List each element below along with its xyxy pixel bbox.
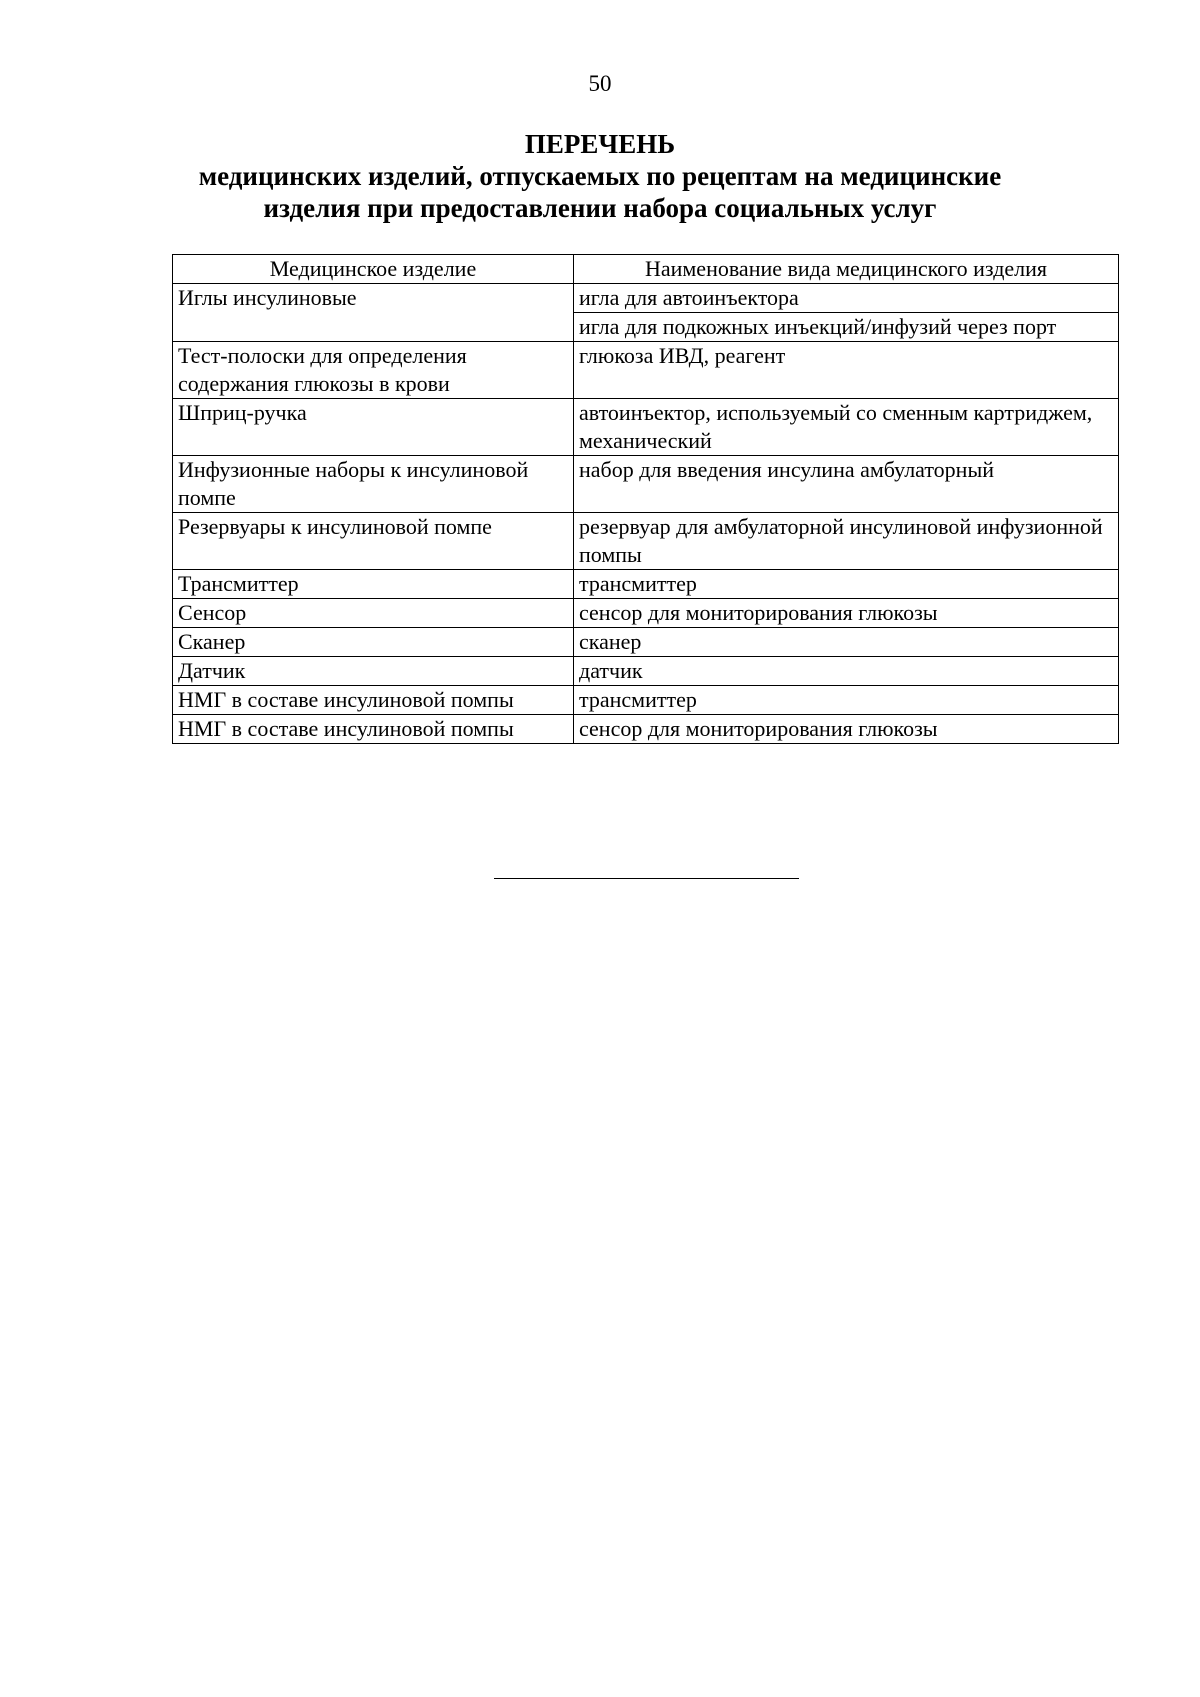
title-line-1: ПЕРЕЧЕНЬ (524, 129, 676, 159)
kind-cell: игла для подкожных инъекций/инфузий через порт (574, 312, 1118, 341)
kind-cell: набор для введения инсулина амбулаторный (574, 456, 1119, 513)
device-cell: Датчик (173, 657, 574, 686)
table-row (173, 399, 1119, 456)
header-device: Медицинское изделие (173, 255, 574, 284)
device-cell: Резервуары к инсулиновой помпе (173, 513, 574, 570)
table-row (173, 513, 1119, 570)
kind-cell: игла для автоинъектора (579, 285, 799, 310)
kind-cell: сканер (574, 628, 1119, 657)
device-cell: Тест-полоски для определения содержания глюкозы в крови (173, 342, 574, 399)
device-cell: НМГ в составе инсулиновой помпы (173, 715, 574, 744)
device-cell: Сенсор (173, 599, 574, 628)
kind-cell: трансмиттер (574, 570, 1119, 599)
device-cell: Трансмиттер (173, 570, 574, 599)
kind-cell-split (574, 284, 1119, 342)
device-cell: Шприц-ручка (173, 399, 574, 456)
table-row (173, 570, 1119, 599)
medical-devices-table (172, 254, 1119, 744)
kind-cell: сенсор для мониторирования глюкозы (574, 715, 1119, 744)
title-line-2: медицинских изделий, отпускаемых по рецептам на медицинские (198, 161, 1002, 191)
table-row (173, 342, 1119, 399)
title-line-3: изделия при предоставлении набора социальных услуг (263, 193, 937, 223)
device-cell: НМГ в составе инсулиновой помпы (173, 686, 574, 715)
table-row (173, 628, 1119, 657)
end-of-document-line (494, 878, 799, 879)
header-kind: Наименование вида медицинского изделия (574, 255, 1119, 284)
device-cell: Сканер (173, 628, 574, 657)
table-header-row (173, 255, 1119, 284)
kind-cell: сенсор для мониторирования глюкозы (574, 599, 1119, 628)
table-row (173, 657, 1119, 686)
kind-cell: глюкоза ИВД, реагент (574, 342, 1119, 399)
page-number: 50 (588, 71, 612, 96)
table-row (173, 284, 1119, 342)
table-row (173, 686, 1119, 715)
kind-cell: трансмиттер (574, 686, 1119, 715)
table-row (173, 715, 1119, 744)
document-title (0, 128, 1200, 224)
kind-cell: автоинъектор, используемый со сменным картриджем, механический (574, 399, 1119, 456)
table-row (173, 599, 1119, 628)
device-cell: Инфузионные наборы к инсулиновой помпе (173, 456, 574, 513)
table-row (173, 456, 1119, 513)
kind-cell: резервуар для амбулаторной инсулиновой инфузионной помпы (574, 513, 1119, 570)
device-cell: Иглы инсулиновые (173, 284, 574, 342)
kind-cell: датчик (574, 657, 1119, 686)
